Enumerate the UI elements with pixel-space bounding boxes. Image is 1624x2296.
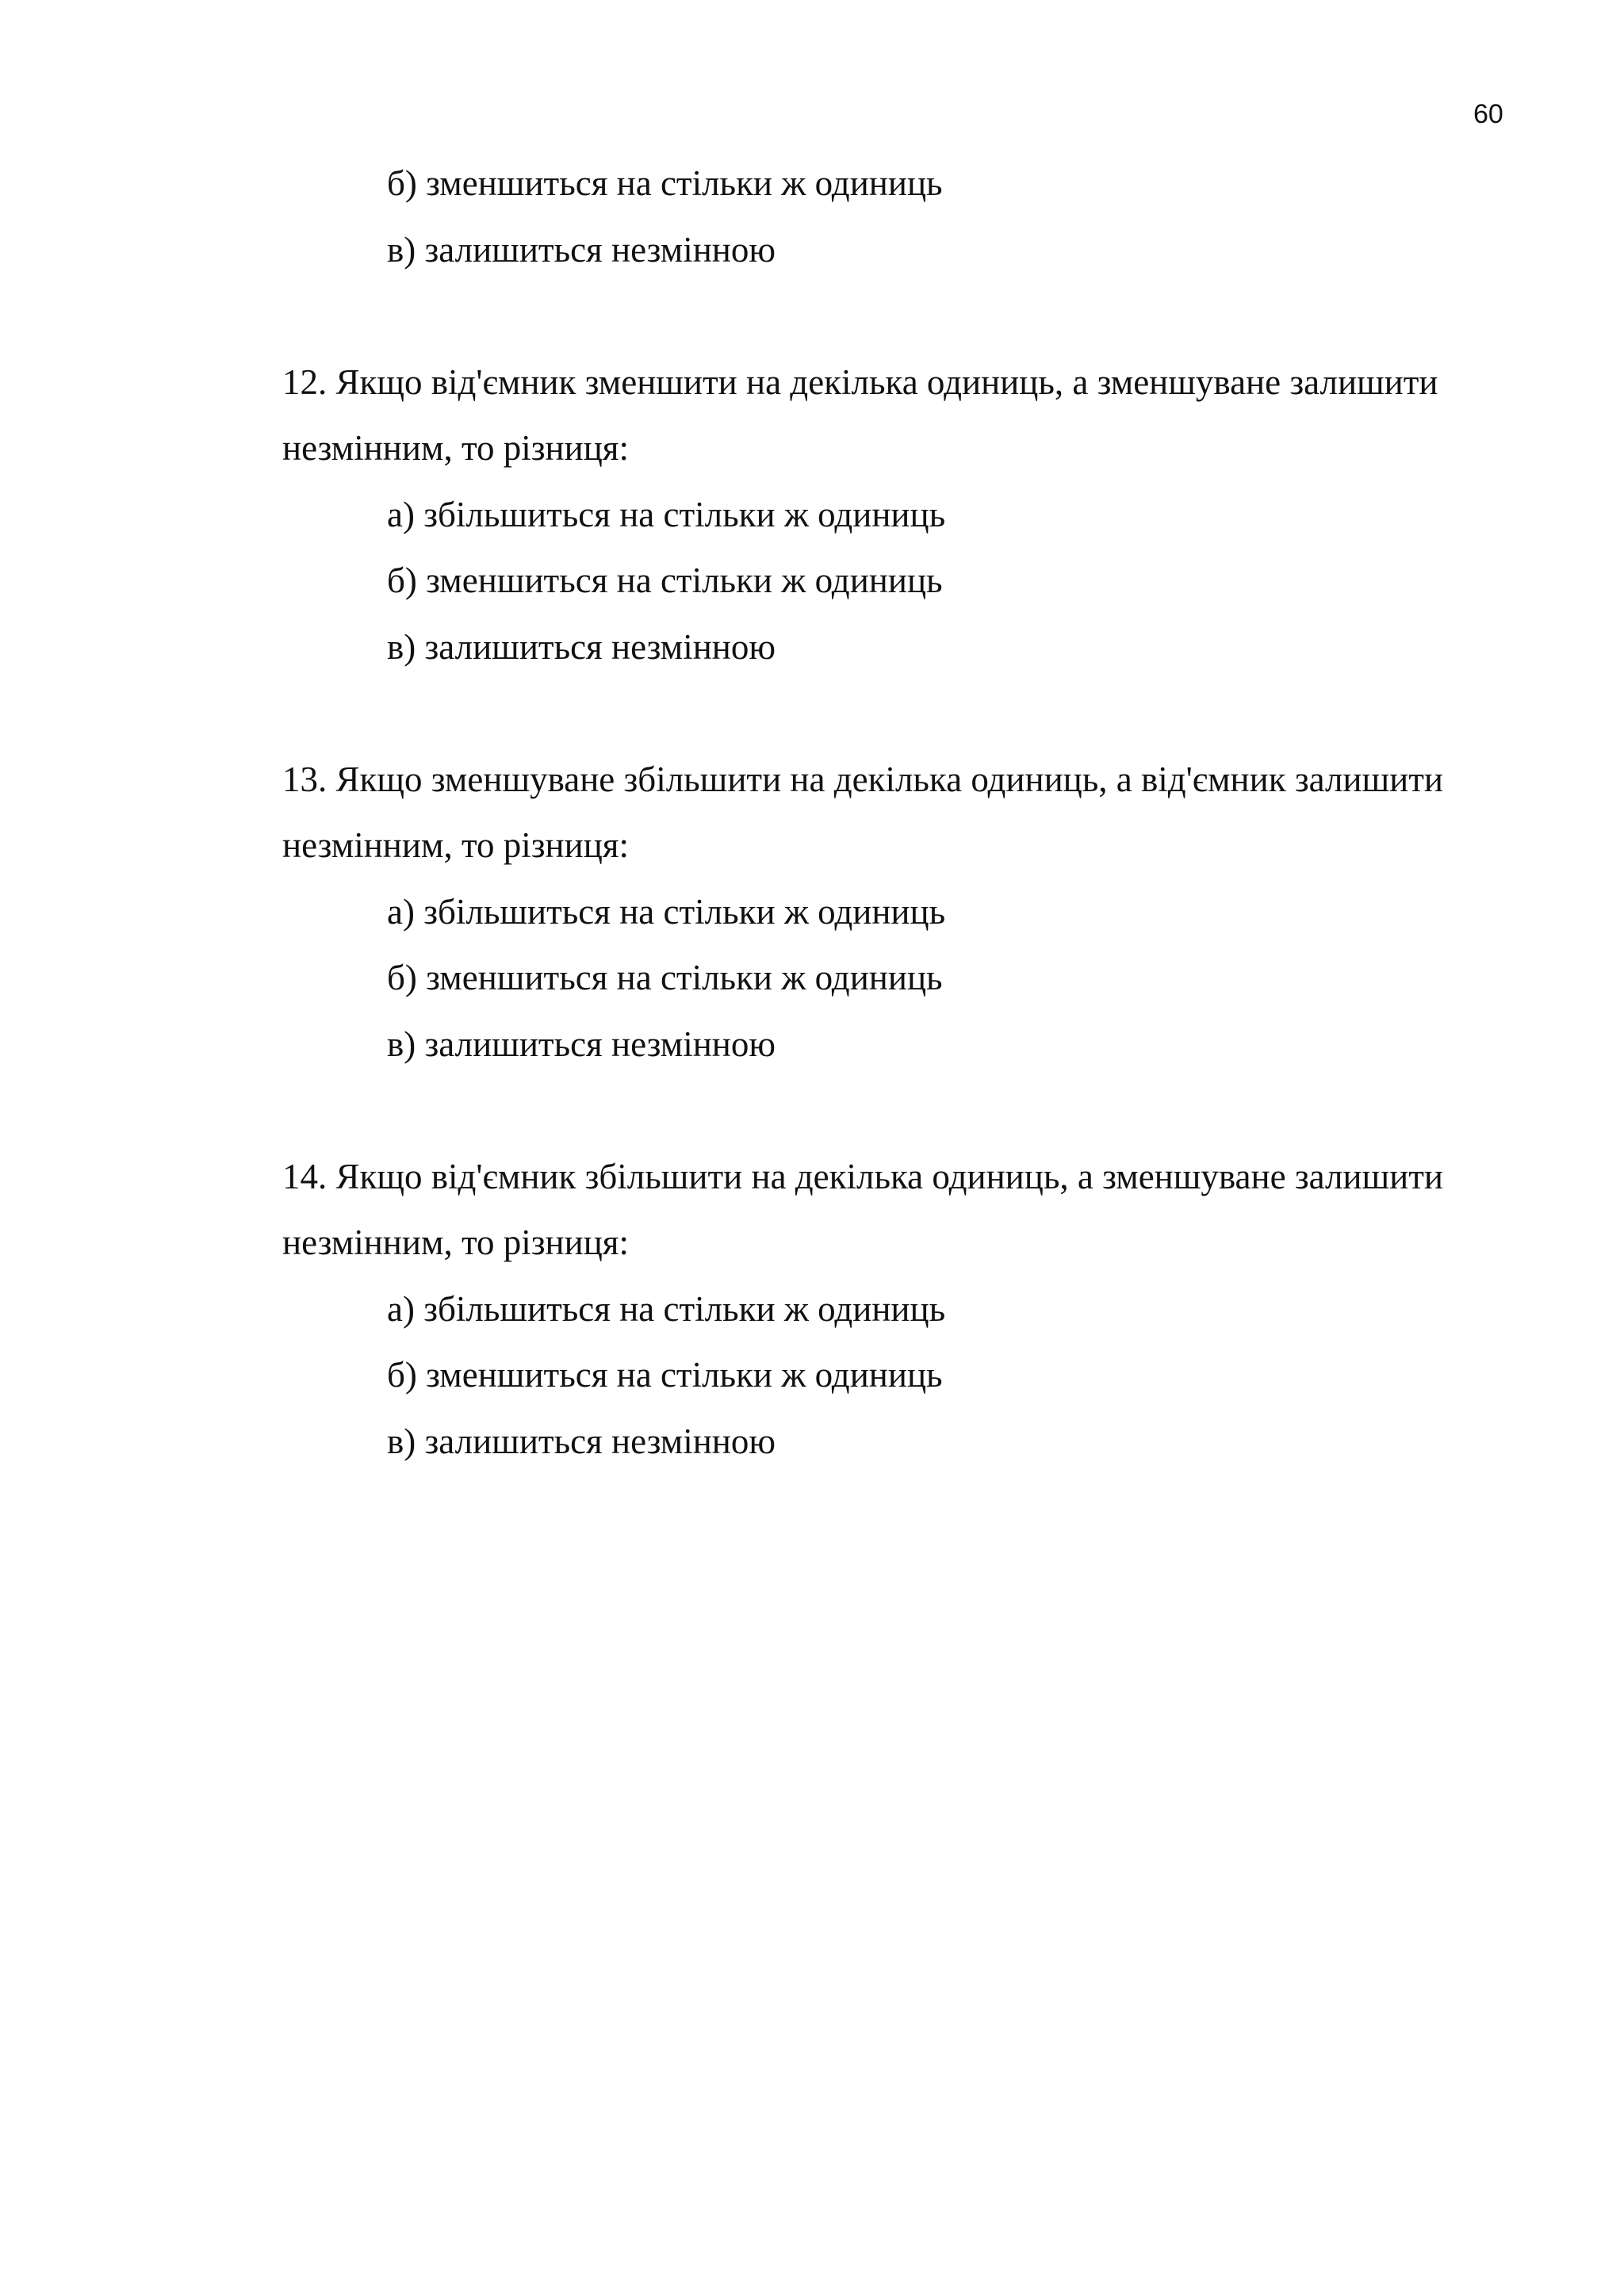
question-text-line: незмінним, то різниця: [282,428,629,468]
question-text-line: 13. Якщо зменшуване збільшити на декілька одиниць, а від'ємник залишити [282,759,1443,799]
question-14 [282,1144,1551,1475]
option-line: а) збільшиться на стільки ж одиниць [387,891,946,932]
paragraph-gap [282,680,1551,747]
page-number: 60 [1473,99,1503,129]
paragraph-gap [282,283,1551,350]
option-line: в) залишиться незмінною [387,229,776,270]
question-text-line: незмінним, то різниця: [282,825,629,865]
page-content [282,151,1551,1475]
option-line: а) збільшиться на стільки ж одиниць [387,494,946,534]
question-text-line: незмінним, то різниця: [282,1223,629,1262]
option-line: а) збільшиться на стільки ж одиниць [387,1288,946,1329]
question-13 [282,747,1551,1078]
option-line: б) зменшиться на стільки ж одиниць [387,1355,943,1395]
question-text-line: 12. Якщо від'ємник зменшити на декілька одиниць, а зменшуване залишити [282,362,1438,402]
question-12 [282,350,1551,681]
option-line: в) залишиться незмінною [387,626,776,667]
paragraph-gap [282,1077,1551,1144]
question-text-line: 14. Якщо від'ємник збільшити на декілька одиниць, а зменшуване залишити [282,1156,1443,1196]
option-line: в) залишиться незмінною [387,1421,776,1461]
option-line: в) залишиться незмінною [387,1024,776,1064]
option-line: б) зменшиться на стільки ж одиниць [387,958,943,997]
option-line: б) зменшиться на стільки ж одиниць [387,163,943,203]
option-line: б) зменшиться на стільки ж одиниць [387,561,943,600]
